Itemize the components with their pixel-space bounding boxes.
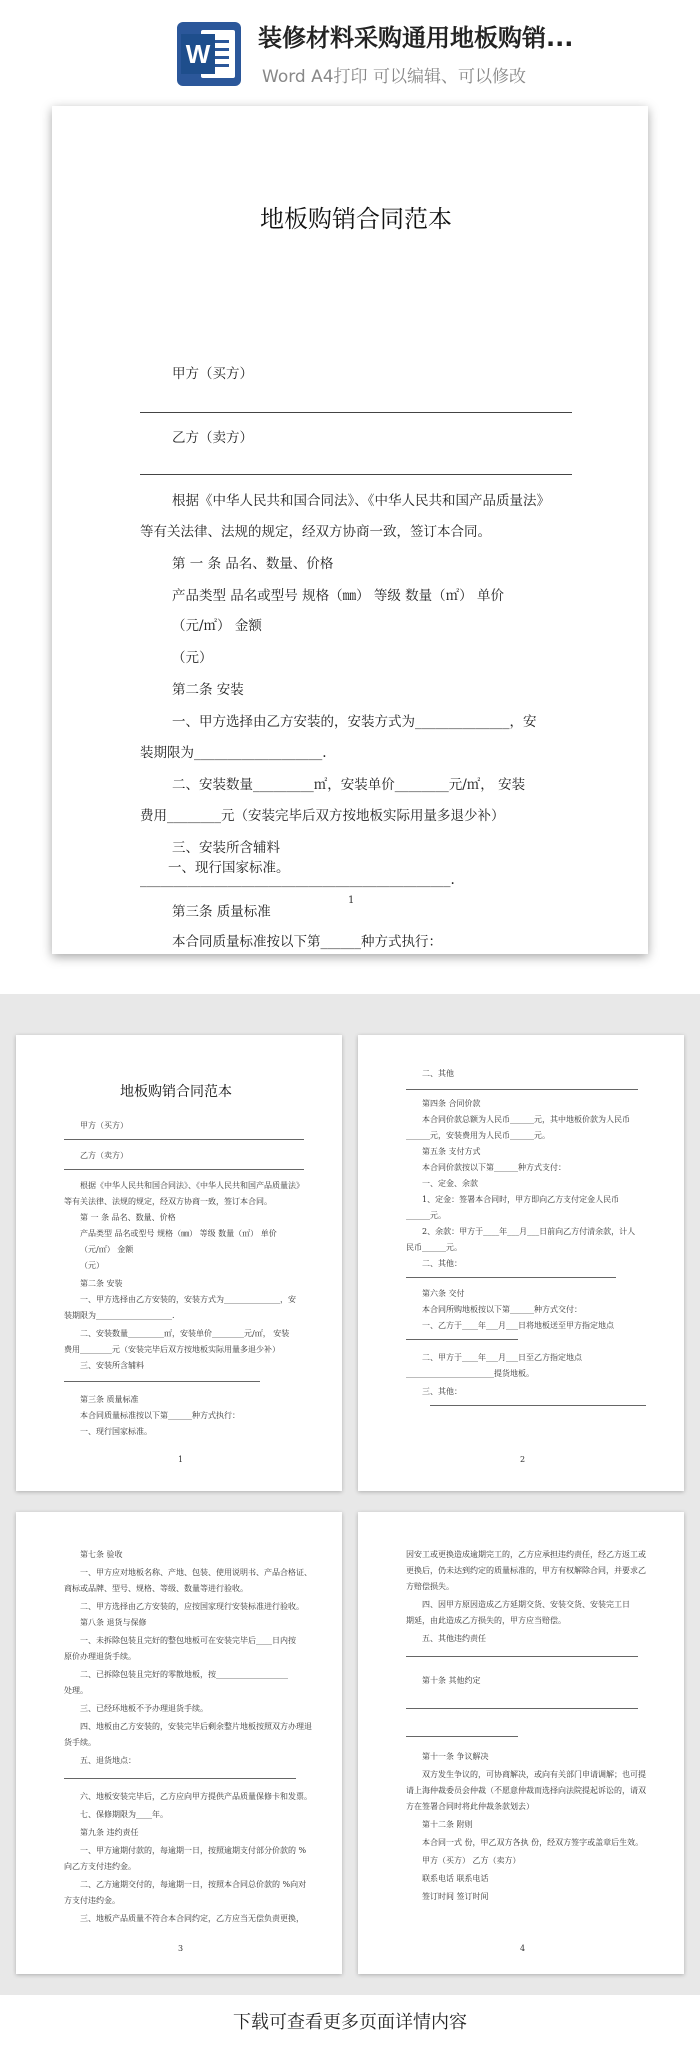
thumb-2-line: 三、其他： — [422, 1387, 462, 1396]
contract-title: 地板购销合同范本 — [260, 205, 452, 233]
article-2-item-3: 三、安装所含辅料 — [172, 840, 280, 856]
article-2-item-2b: 费用________元（安装完毕后双方按地板实际用量多退少补） — [140, 808, 505, 824]
thumb-4-line: 第十条 其他约定 — [422, 1676, 481, 1685]
document-header — [0, 0, 700, 100]
thumb-2-line: ______元。 — [406, 1211, 446, 1220]
thumb-1-line: 一、甲方选择由乙方安装的，安装方式为______________，安 — [80, 1295, 296, 1304]
thumb-3-line: 商标或品牌、型号、规格、等级、数量等进行验收。 — [64, 1584, 248, 1593]
thumb-1-line: 第二条 安装 — [80, 1279, 123, 1288]
party-b-label: 乙方（卖方） — [172, 430, 253, 446]
thumb-3-line: 第九条 违约责任 — [80, 1828, 139, 1837]
thumb-3-rule — [64, 1778, 296, 1779]
page-preview-1[interactable] — [52, 106, 648, 954]
thumb-2-rule — [430, 1405, 646, 1406]
thumb-1-page-number: 1 — [178, 1455, 184, 1464]
thumb-4-line: 联系电话 联系电话 — [422, 1874, 489, 1883]
thumb-3-line: 三、已经环地板不予办理退货手续。 — [80, 1704, 208, 1713]
thumb-4-line: 期延，由此造成乙方损失的，甲方应当赔偿。 — [406, 1616, 566, 1625]
thumb-2-rule — [406, 1339, 518, 1340]
page-thumbnail-3[interactable] — [16, 1512, 342, 1974]
thumb-2-line: 本合同价款按以下第______种方式支付： — [422, 1163, 566, 1172]
thumb-2-line: 第四条 合同价款 — [422, 1099, 481, 1108]
thumb-1-line: 甲方（买方） — [80, 1121, 128, 1130]
thumb-2-line: 二、甲方于____年___月___日至乙方指定地点 — [422, 1353, 582, 1362]
word-document-icon — [177, 22, 241, 86]
thumb-2-line: 2、余款：甲方于____年___月___日前向乙方付清余款，计人 — [422, 1227, 636, 1236]
thumb-4-rule — [406, 1736, 518, 1737]
page-number-1: 1 — [348, 895, 355, 906]
thumb-2-line: 第五条 支付方式 — [422, 1147, 481, 1156]
article-1-columns: 产品类型 品名或型号 规格（㎜） 等级 数量（㎡） 单价 — [172, 588, 504, 604]
thumb-1-line: 二、安装数量_________㎡，安装单价________元/㎡， 安装 — [80, 1329, 290, 1338]
thumb-1-line: 费用________元（安装完毕后双方按地板实际用量多退少补） — [64, 1345, 280, 1354]
thumb-2-line: 本合同所购地板按以下第______种方式交付： — [422, 1305, 582, 1314]
thumb-4-line: 更换后，仍未达到约定的质量标准的，甲方有权解除合同，并要求乙 — [406, 1566, 646, 1575]
thumb-3-line: 向乙方支付违约金。 — [64, 1862, 136, 1871]
para-1-line-1: 根据《中华人民共和国合同法》、《中华人民共和国产品质量法》 — [172, 493, 550, 509]
page-thumbnail-1[interactable] — [16, 1035, 342, 1491]
thumb-3-line: 第八条 退货与保修 — [80, 1618, 147, 1627]
thumb-3-line: 货手续。 — [64, 1738, 96, 1747]
article-3-item-1: 本合同质量标准按以下第______种方式执行： — [172, 934, 442, 950]
thumb-3-line: 五、退货地点： — [80, 1756, 136, 1765]
article-2-item-2a: 二、安装数量_________㎡，安装单价________元/㎡， 安装 — [172, 777, 526, 793]
thumb-3-line: 处理。 — [64, 1686, 88, 1695]
thumb-1-line: 第三条 质量标准 — [80, 1395, 139, 1404]
thumb-3-line: 四、地板由乙方安装的，安装完毕后剩余整片地板按照双方办理退 — [80, 1722, 312, 1731]
page-thumbnail-4[interactable] — [358, 1512, 684, 1974]
thumb-1-title: 地板购销合同范本 — [120, 1084, 232, 1100]
article-2-item-1a: 一、甲方选择由乙方安装的，安装方式为______________，安 — [172, 714, 537, 730]
thumb-3-line: 六、地板安装完毕后，乙方应向甲方提供产品质量保修卡和发票。 — [80, 1792, 312, 1801]
thumb-3-line: 第七条 验收 — [80, 1550, 123, 1559]
thumb-4-rule — [406, 1708, 638, 1709]
thumb-4-line: 双方发生争议的，可协商解决，或向有关部门申请调解；也可提 — [422, 1770, 646, 1779]
thumb-2-line: 第六条 交付 — [422, 1289, 465, 1298]
thumb-4-line: 第十一条 争议解决 — [422, 1752, 489, 1761]
article-2-item-3-line: ______________________________________________. — [140, 872, 455, 888]
thumb-2-line: 一、定金、余款 — [422, 1179, 478, 1188]
thumb-2-page-number: 2 — [520, 1455, 526, 1464]
thumb-4-line: 四、因甲方原因造成乙方延期交货、安装交货、安装完工日 — [422, 1600, 630, 1609]
thumb-2-line: ______________________提货地板。 — [406, 1369, 534, 1378]
word-icon-letter: W — [181, 34, 215, 74]
thumb-2-line: 二、其他 — [422, 1069, 454, 1078]
article-3-item-2: 一、现行国家标准。 — [168, 860, 290, 876]
thumb-3-line: 方支付违约金。 — [64, 1896, 120, 1905]
article-2-heading: 第二条 安装 — [172, 682, 244, 698]
thumb-4-line: 五、其他违约责任 — [422, 1634, 486, 1643]
thumb-3-line: 一、甲方逾期付款的，每逾期一日，按照逾期支付部分价款的 % — [80, 1846, 307, 1855]
page-thumbnail-2[interactable] — [358, 1035, 684, 1491]
thumbnail-grid — [0, 994, 700, 1995]
thumb-1-rule — [64, 1139, 304, 1140]
thumb-1-line: 第 一 条 品名、数量、价格 — [80, 1213, 176, 1222]
thumb-1-line: 等有关法律、法规的规定，经双方协商一致，签订本合同。 — [64, 1197, 272, 1206]
article-1-columns-3: （元） — [172, 650, 213, 666]
para-1-line-2: 等有关法律、法规的规定，经双方协商一致，签订本合同。 — [140, 524, 491, 540]
party-b-line — [140, 474, 572, 475]
thumb-4-line: 第十二条 附则 — [422, 1820, 473, 1829]
thumb-1-line: 三、安装所含辅料 — [80, 1361, 144, 1370]
document-title[interactable]: 装修材料采购通用地板购销... — [258, 24, 574, 52]
thumb-1-line: 根据《中华人民共和国合同法》、《中华人民共和国产品质量法》 — [80, 1181, 304, 1190]
thumb-1-line: 装期限为___________________. — [64, 1311, 175, 1320]
thumb-4-line: 方在签署合同时将此仲裁条款划去） — [406, 1802, 534, 1811]
thumb-1-line: 乙方（卖方） — [80, 1151, 128, 1160]
thumb-2-rule — [406, 1277, 616, 1278]
article-2-item-1b: 装期限为___________________. — [140, 745, 327, 761]
thumb-3-line: 二、已拆除包装且完好的零散地板，按__________________ — [80, 1670, 288, 1679]
thumb-2-line: 1、定金：签署本合同时，甲方即向乙方支付定金人民币 — [422, 1195, 620, 1204]
party-a-label: 甲方（买方） — [172, 366, 253, 382]
thumb-4-line: 甲方（买方） 乙方（卖方） — [422, 1856, 521, 1865]
thumb-3-line: 二、乙方逾期交付的，每逾期一日，按照本合同总价款的 %向对 — [80, 1880, 307, 1889]
thumb-4-line: 因安工或更换造成逾期完工的，乙方应承担违约责任，经乙方返工或 — [406, 1550, 646, 1559]
thumb-2-rule — [406, 1089, 638, 1090]
thumb-3-line: 二、甲方选择由乙方安装的，应按国家现行安装标准进行验收。 — [80, 1602, 304, 1611]
thumb-4-page-number: 4 — [520, 1944, 526, 1953]
thumb-3-page-number: 3 — [178, 1944, 184, 1953]
thumb-3-line: 三、地板产品质量不符合本合同约定，乙方应当无偿负责更换， — [80, 1914, 304, 1923]
thumb-4-line: 请上海仲裁委员会仲裁（不愿意仲裁而选择向法院提起诉讼的，请双 — [406, 1786, 646, 1795]
thumb-4-line: 本合同一式 份，甲乙双方各执 份，经双方签字或盖章后生效。 — [422, 1838, 644, 1847]
thumb-3-line: 一、未拆除包装且完好的整包地板可在安装完毕后____日内按 — [80, 1636, 296, 1645]
thumb-1-line: 本合同质量标准按以下第______种方式执行： — [80, 1411, 240, 1420]
party-a-line — [140, 412, 572, 413]
thumb-1-rule — [64, 1169, 304, 1170]
thumb-3-line: 一、甲方应对地板名称、产地、包装、使用说明书、产品合格证、 — [80, 1568, 312, 1577]
thumb-2-line: 本合同价款总额为人民币______元，其中地板价款为人民币 — [422, 1115, 630, 1124]
thumb-1-line: （元/㎡） 金额 — [80, 1245, 134, 1254]
article-1-columns-2: （元/㎡） 金额 — [172, 618, 262, 634]
thumb-2-line: 二、其他： — [422, 1259, 462, 1268]
thumb-2-line: 一、乙方于____年___月___日将地板送至甲方指定地点 — [422, 1321, 614, 1330]
thumb-4-line: 签订时间 签订时间 — [422, 1892, 489, 1901]
thumb-3-line: 七、保修期限为____年。 — [80, 1810, 168, 1819]
thumb-1-rule — [64, 1381, 260, 1382]
article-1-heading: 第 一 条 品名、数量、价格 — [172, 556, 334, 572]
thumb-1-line: （元） — [80, 1261, 104, 1270]
thumb-1-line: 产品类型 品名或型号 规格（㎜） 等级 数量（㎡） 单价 — [80, 1229, 277, 1238]
download-more-link[interactable]: 下载可查看更多页面详情内容 — [233, 2012, 467, 2033]
thumb-1-line: 一、现行国家标准。 — [80, 1427, 152, 1436]
thumb-3-line: 原价办理退货手续。 — [64, 1652, 136, 1661]
document-subtitle: Word A4打印 可以编辑、可以修改 — [262, 67, 526, 87]
thumb-2-line: ______元，安装费用为人民币______元。 — [406, 1131, 550, 1140]
thumb-2-line: 民币______元。 — [406, 1243, 462, 1252]
thumb-4-rule — [406, 1656, 638, 1657]
thumb-4-line: 方赔偿损失。 — [406, 1582, 454, 1591]
article-3-heading: 第三条 质量标准 — [172, 904, 271, 920]
